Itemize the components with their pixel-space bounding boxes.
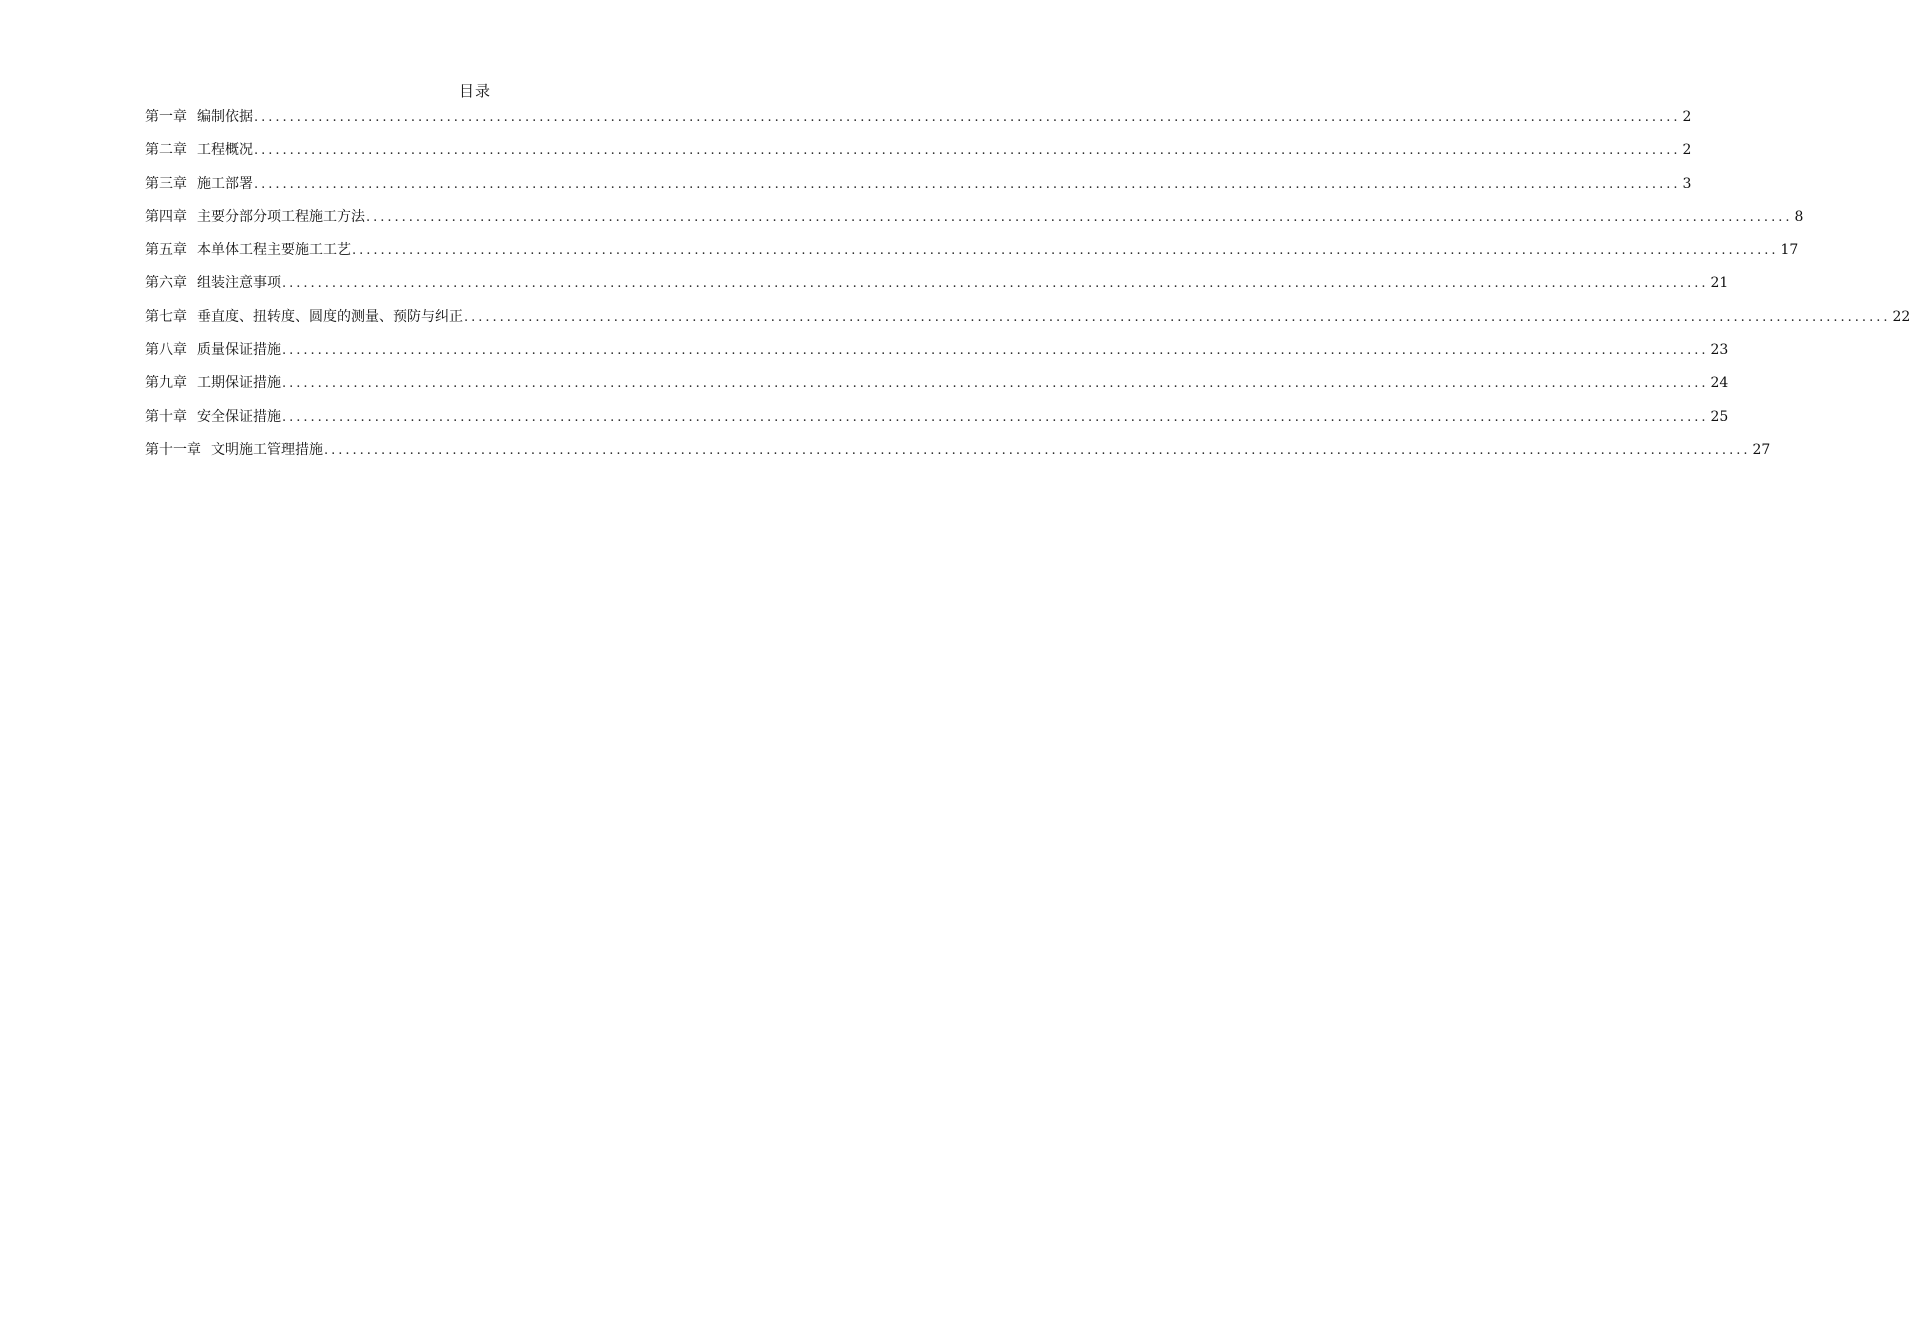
toc-page-number: 23 — [1710, 342, 1729, 359]
toc-dot-leader: ........................................................................................................................................................................................................ — [352, 243, 1779, 259]
toc-chapter-heading: 安全保证措施 — [197, 408, 281, 425]
toc-chapter-heading: 编制依据 — [197, 109, 253, 125]
toc-page-number: 3 — [1682, 175, 1692, 192]
toc-chapter-heading: 质量保证措施 — [197, 342, 281, 359]
toc-dot-leader: ........................................................................................................................................................................................................ — [254, 176, 1681, 192]
toc-chapter-number: 第七章 — [145, 308, 187, 325]
toc-chapter-number: 第九章 — [145, 375, 187, 392]
toc-page-number: 2 — [1682, 109, 1692, 125]
toc-entry-6[interactable] — [145, 272, 1729, 305]
toc-chapter-number: 第四章 — [145, 208, 187, 225]
toc-entry-7[interactable] — [145, 306, 1910, 339]
toc-entry-9[interactable] — [145, 372, 1729, 405]
toc-dot-leader: ........................................................................................................................................................................................................ — [282, 376, 1709, 392]
toc-page-number: 21 — [1710, 275, 1729, 292]
toc-chapter-heading: 施工部署 — [197, 175, 253, 192]
toc-chapter-number: 第一章 — [145, 109, 187, 125]
toc-chapter-heading: 本单体工程主要施工工艺 — [197, 242, 351, 259]
toc-chapter-number: 第六章 — [145, 275, 187, 292]
toc-chapter-number: 第三章 — [145, 175, 187, 192]
toc-dot-leader: ........................................................................................................................................................................................................ — [282, 409, 1709, 425]
toc-page-number: 17 — [1780, 242, 1799, 259]
table-of-contents — [145, 106, 1910, 472]
toc-dot-leader: ........................................................................................................................................................................................................ — [254, 143, 1681, 159]
toc-page-number: 27 — [1752, 441, 1771, 458]
toc-dot-leader: ........................................................................................................................................................................................................ — [282, 276, 1709, 292]
toc-page-number: 24 — [1710, 375, 1729, 392]
toc-entry-1[interactable] — [145, 106, 1692, 139]
toc-entry-5[interactable] — [145, 239, 1799, 272]
toc-entry-4[interactable] — [145, 206, 1804, 239]
toc-chapter-number: 第十章 — [145, 408, 187, 425]
toc-chapter-heading: 文明施工管理措施 — [211, 441, 323, 458]
toc-page-number: 8 — [1794, 208, 1804, 225]
toc-dot-leader: ........................................................................................................................................................................................................ — [464, 309, 1891, 325]
toc-page-number: 2 — [1682, 142, 1692, 159]
toc-page-number: 25 — [1710, 408, 1729, 425]
toc-entry-8[interactable] — [145, 339, 1729, 372]
toc-entry-3[interactable] — [145, 173, 1692, 206]
toc-chapter-number: 第二章 — [145, 142, 187, 159]
toc-chapter-heading: 工程概况 — [197, 142, 253, 159]
toc-dot-leader: ........................................................................................................................................................................................................ — [282, 343, 1709, 359]
toc-chapter-number: 第十一章 — [145, 441, 201, 458]
toc-chapter-heading: 垂直度、扭转度、圆度的测量、预防与纠正 — [197, 308, 463, 325]
toc-dot-leader: ........................................................................................................................................................................................................ — [254, 110, 1681, 125]
toc-chapter-heading: 工期保证措施 — [197, 375, 281, 392]
toc-chapter-number: 第八章 — [145, 342, 187, 359]
toc-chapter-heading: 组装注意事项 — [197, 275, 281, 292]
toc-entry-2[interactable] — [145, 139, 1692, 172]
toc-title: 目录 — [458, 82, 491, 100]
toc-page-number: 22 — [1892, 308, 1910, 325]
toc-dot-leader: ........................................................................................................................................................................................................ — [366, 209, 1793, 225]
toc-dot-leader: ........................................................................................................................................................................................................ — [324, 442, 1751, 458]
toc-entry-10[interactable] — [145, 406, 1729, 439]
toc-entry-11[interactable] — [145, 439, 1771, 472]
toc-chapter-heading: 主要分部分项工程施工方法 — [197, 208, 365, 225]
toc-chapter-number: 第五章 — [145, 242, 187, 259]
